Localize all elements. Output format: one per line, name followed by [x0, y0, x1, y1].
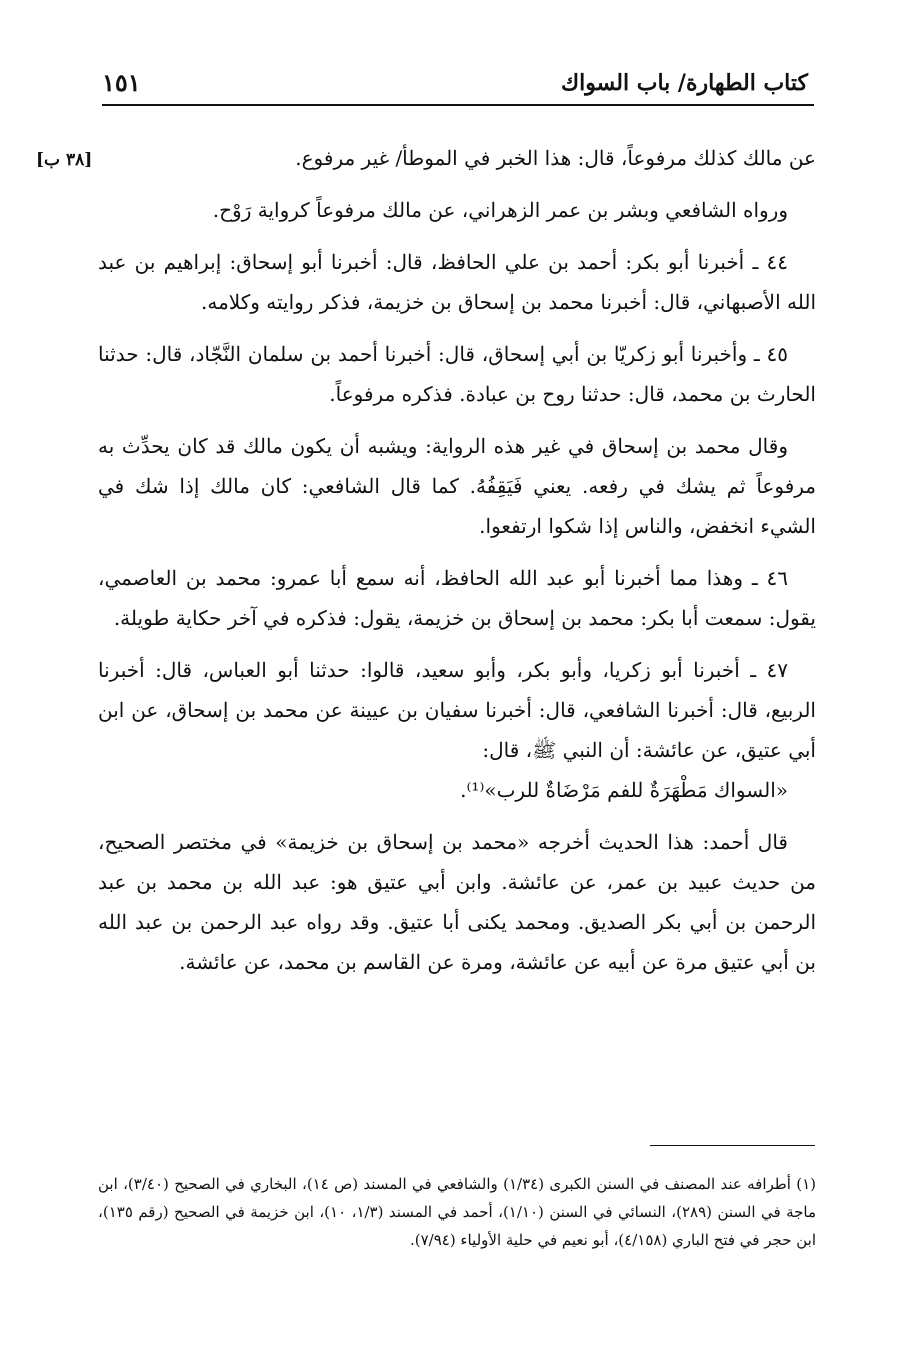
footnote: (١) أطرافه عند المصنف في السنن الكبرى (١/٣٤) والشافعي في المسند (ص ١٤)، البخاري في الصحيح (٣/٤٠)، ابن ماجة في السنن (٢٨٩)، النسائي في السنن (١/١٠)، أحمد في المسند (١/٣، ١٠)، ابن خزيمة في الصحيح (رقم ١٣٥)، ابن حجر في فتح الباري (٤/١٥٨)، أبو نعيم في حلية الأولياء (٧/٩٤). — [98, 1175, 817, 1249]
header-title: كتاب الطهارة/ باب السواك — [561, 70, 808, 96]
hadith-quote: «السواك مَطْهَرَةٌ للفم مَرْضَاةٌ للرب»⁽¹⁾. — [460, 778, 788, 802]
main-text — [98, 138, 816, 994]
marginal-folio-note: [٣٨ ب] — [36, 150, 93, 170]
paragraph: ورواه الشافعي وبشر بن عمر الزهراني، عن مالك مرفوعاً كرواية رَوْح. — [212, 198, 788, 222]
running-header — [102, 60, 808, 100]
paragraph-hadith-45: ٤٥ ـ وأخبرنا أبو زكريّا بن أبي إسحاق، قال: أخبرنا أحمد بن سلمان النَّجّاد، قال: حدثنا الحارث بن محمد، قال: حدثنا روح بن عبادة. فذكره مرفوعاً. — [98, 342, 816, 406]
header-rule — [102, 104, 814, 106]
page-number: ١٥١ — [102, 68, 141, 97]
paragraph-hadith-46: ٤٦ ـ وهذا مما أخبرنا أبو عبد الله الحافظ، أنه سمع أبا عمرو: محمد بن العاصمي، يقول: سمعت أبا بكر: محمد بن إسحاق بن خزيمة، يقول: فذكره في آخر حكاية طويلة. — [98, 566, 816, 630]
paragraph-hadith-44: ٤٤ ـ أخبرنا أبو بكر: أحمد بن علي الحافظ، قال: أخبرنا أبو إسحاق: إبراهيم بن عبد الله الأصبهاني، قال: أخبرنا محمد بن إسحاق بن خزيمة، فذكر روايته وكلامه. — [98, 250, 816, 314]
paragraph: وقال محمد بن إسحاق في غير هذه الرواية: ويشبه أن يكون مالك قد كان يحدِّث به مرفوعاً ثم يشك في رفعه. يعني فَيَقِفُهُ. كما قال الشافعي: كان مالك إذا شك في الشيء انخفض، والناس إذا شكوا ارتفعوا. — [98, 434, 816, 538]
paragraph-hadith-47: ٤٧ ـ أخبرنا أبو زكريا، وأبو بكر، وأبو سعيد، قالوا: حدثنا أبو العباس، قال: أخبرنا الربيع، قال: أخبرنا الشافعي، قال: أخبرنا سفيان بن عيينة عن محمد بن إسحاق، عن ابن أبي عتيق، عن عائشة: أن النبي ﷺ، قال: — [98, 658, 816, 762]
paragraph-commentary: قال أحمد: هذا الحديث أخرجه «محمد بن إسحاق بن خزيمة» في مختصر الصحيح، من حديث عبيد بن عمر، عن عائشة. وابن أبي عتيق هو: عبد الله بن محمد بن عبد الرحمن بن أبي بكر الصديق. ومحمد يكنى أبا عتيق. وقد رواه عبد الرحمن بن عبد الله بن أبي عتيق مرة عن أبيه عن عائشة، ومرة عن القاسم بن محمد، عن عائشة. — [98, 830, 816, 974]
footnote-rule — [650, 1145, 815, 1146]
paragraph: عن مالك كذلك مرفوعاً، قال: هذا الخبر في الموطأ/ غير مرفوع. — [295, 146, 816, 170]
